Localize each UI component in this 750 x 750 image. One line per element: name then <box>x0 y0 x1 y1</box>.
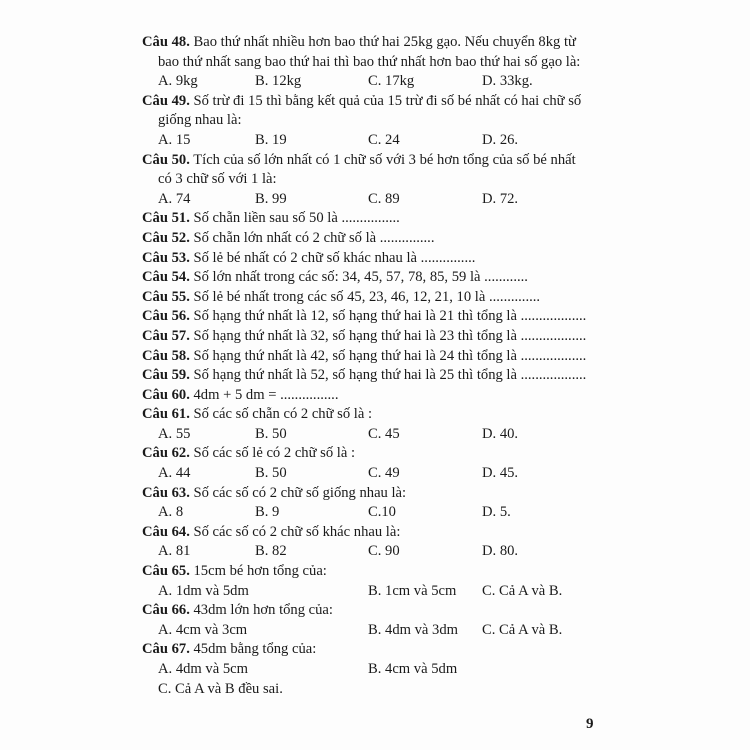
question-59 <box>142 366 612 386</box>
answer-option: D. 5. <box>482 504 511 521</box>
question-50 <box>142 151 612 210</box>
question-text: 15cm bé hơn tổng của: <box>193 563 327 580</box>
answer-option: A. 8 <box>158 504 184 521</box>
answer-option: C. 45 <box>368 425 400 442</box>
answer-option: A. 81 <box>158 543 191 560</box>
question-54 <box>142 268 612 288</box>
question-60 <box>142 386 612 406</box>
answer-options-row <box>142 542 612 562</box>
question-57 <box>142 327 612 347</box>
question-text: Số các số có 2 chữ số khác nhau là: <box>193 523 401 540</box>
question-67 <box>142 640 612 699</box>
answer-option: A. 9kg <box>158 73 198 90</box>
question-label: Câu 49. <box>142 92 190 109</box>
answer-option: C. 90 <box>368 543 400 560</box>
question-text-continued: giống nhau là: <box>158 112 242 129</box>
answer-option: B. 4cm và 5dm <box>368 661 458 677</box>
answer-option: B. 82 <box>255 543 287 560</box>
answer-option: B. 1cm và 5cm <box>368 582 457 599</box>
question-text: 4dm + 5 dm = ................ <box>193 386 339 403</box>
question-text: Số các số có 2 chữ số giống nhau là: <box>193 484 407 501</box>
question-line <box>142 249 612 269</box>
question-line <box>142 523 612 543</box>
answer-option: D. 80. <box>482 543 519 560</box>
question-56 <box>142 307 612 327</box>
answer-options-row <box>142 131 612 151</box>
question-53 <box>142 249 612 269</box>
question-label: Câu 65. <box>142 563 190 580</box>
answer-options-row <box>142 582 612 602</box>
question-label: Câu 63. <box>142 484 190 501</box>
question-49 <box>142 92 612 151</box>
answer-option: A. 4cm và 3cm <box>158 621 248 638</box>
question-label: Câu 67. <box>142 641 190 658</box>
answer-option: B. 9 <box>255 504 280 521</box>
question-63 <box>142 484 612 523</box>
question-52 <box>142 229 612 249</box>
question-text: Bao thứ nhất nhiều hơn bao thứ hai 25kg gạo. Nếu chuyển 8kg từ <box>193 34 576 50</box>
question-58 <box>142 347 612 367</box>
question-48 <box>142 33 612 92</box>
answer-option: D. 26. <box>482 131 519 148</box>
answer-option: C. 49 <box>368 465 400 482</box>
answer-options-row <box>142 190 612 210</box>
question-line <box>142 92 612 112</box>
answer-option: B. 12kg <box>255 73 302 90</box>
question-label: Câu 58. <box>142 347 190 364</box>
question-text: Số hạng thứ nhất là 42, số hạng thứ hai là 24 thì tổng là .................. <box>193 347 587 364</box>
question-51 <box>142 209 612 229</box>
question-text: Số hạng thứ nhất là 52, số hạng thứ hai là 25 thì tổng là .................. <box>193 367 587 384</box>
answer-option: C. 24 <box>368 131 400 148</box>
question-line <box>142 562 612 582</box>
question-label: Câu 55. <box>142 288 190 305</box>
answer-options-row <box>142 464 612 484</box>
question-text: Số lớn nhất trong các số: 34, 45, 57, 78, 85, 59 là ............ <box>193 269 528 286</box>
question-line <box>142 444 612 464</box>
question-line <box>142 209 612 229</box>
question-text: Số hạng thứ nhất là 32, số hạng thứ hai là 23 thì tổng là .................. <box>193 327 587 344</box>
question-55 <box>142 288 612 308</box>
question-label: Câu 50. <box>142 151 190 168</box>
answer-option: C. Cả A và B. <box>482 621 563 638</box>
question-line <box>142 484 612 504</box>
question-66 <box>142 601 612 640</box>
question-line <box>142 640 612 660</box>
answer-option: B. 4dm và 3dm <box>368 621 458 638</box>
question-text: Số lẻ bé nhất có 2 chữ số khác nhau là ............... <box>193 249 476 266</box>
answer-options-row <box>142 425 612 445</box>
question-label: Câu 51. <box>142 210 190 227</box>
question-label: Câu 56. <box>142 308 190 325</box>
question-list <box>142 33 612 699</box>
answer-options-row <box>142 621 612 641</box>
answer-option: D. 45. <box>482 465 519 482</box>
question-label: Câu 48. <box>142 34 190 50</box>
question-line <box>142 327 612 347</box>
question-label: Câu 61. <box>142 406 190 423</box>
answer-options-row <box>142 680 612 700</box>
question-62 <box>142 444 612 483</box>
question-text: Số chẵn lớn nhất có 2 chữ số là ............... <box>193 229 435 246</box>
question-line <box>142 307 612 327</box>
answer-option: C. 89 <box>368 190 400 207</box>
question-line <box>142 33 612 53</box>
question-line <box>142 386 612 406</box>
answer-option: A. 55 <box>158 425 191 442</box>
question-line <box>142 288 612 308</box>
answer-option: A. 1dm và 5dm <box>158 582 249 599</box>
question-label: Câu 52. <box>142 229 190 246</box>
answer-options-row <box>142 503 612 523</box>
answer-option: C. Cả A và B. <box>482 582 563 599</box>
answer-options-row <box>142 72 612 92</box>
page-number: 9 <box>586 716 594 732</box>
question-label: Câu 53. <box>142 249 190 266</box>
answer-option: A. 4dm và 5cm <box>158 661 248 677</box>
question-text: Tích của số lớn nhất có 1 chữ số với 3 bé hơn tổng của số bé nhất <box>193 151 576 168</box>
question-text: Số trừ đi 15 thì bằng kết quả của 15 trừ đi số bé nhất có hai chữ số <box>193 92 582 109</box>
answer-option: C.10 <box>368 504 396 521</box>
question-61 <box>142 405 612 444</box>
answer-option: B. 99 <box>255 190 287 207</box>
answer-option: C. 17kg <box>368 73 415 90</box>
answer-option: C. Cả A và B đều sai. <box>158 680 283 697</box>
question-text: Số các số lẻ có 2 chữ số là : <box>193 445 356 462</box>
answer-option: D. 33kg. <box>482 73 533 90</box>
question-line <box>142 405 612 425</box>
question-text: Số chẵn liền sau số 50 là ................ <box>193 210 400 227</box>
question-label: Câu 60. <box>142 386 190 403</box>
answer-option: A. 74 <box>158 190 191 207</box>
question-text-continued: có 3 chữ số với 1 là: <box>158 171 277 188</box>
question-text: 43dm lớn hơn tổng của: <box>193 602 333 619</box>
question-line <box>142 229 612 249</box>
question-line <box>142 151 612 171</box>
question-text: Số các số chẵn có 2 chữ số là : <box>193 406 373 423</box>
question-label: Câu 62. <box>142 445 190 462</box>
answer-option: D. 72. <box>482 190 519 207</box>
answer-option: D. 40. <box>482 425 519 442</box>
answer-option: B. 50 <box>255 465 287 482</box>
answer-option: A. 15 <box>158 131 191 148</box>
question-label: Câu 64. <box>142 523 190 540</box>
answer-option: B. 19 <box>255 131 287 148</box>
question-text-continued: bao thứ nhất sang bao thứ hai thì bao thứ nhất hơn bao thứ hai số gạo là: <box>158 53 581 70</box>
question-text: Số hạng thứ nhất là 12, số hạng thứ hai là 21 thì tổng là .................. <box>193 308 587 325</box>
question-text: 45dm bằng tổng của: <box>193 641 317 658</box>
answer-option: A. 44 <box>158 465 191 482</box>
question-label: Câu 57. <box>142 327 190 344</box>
answer-options-row <box>142 660 612 680</box>
question-line <box>142 268 612 288</box>
question-label: Câu 54. <box>142 269 190 286</box>
answer-option: B. 50 <box>255 425 287 442</box>
question-65 <box>142 562 612 601</box>
question-line <box>142 366 612 386</box>
question-64 <box>142 523 612 562</box>
question-label: Câu 66. <box>142 602 190 619</box>
question-line <box>142 347 612 367</box>
question-line <box>142 601 612 621</box>
question-text: Số lẻ bé nhất trong các số 45, 23, 46, 12, 21, 10 là .............. <box>193 288 541 305</box>
question-label: Câu 59. <box>142 367 190 384</box>
